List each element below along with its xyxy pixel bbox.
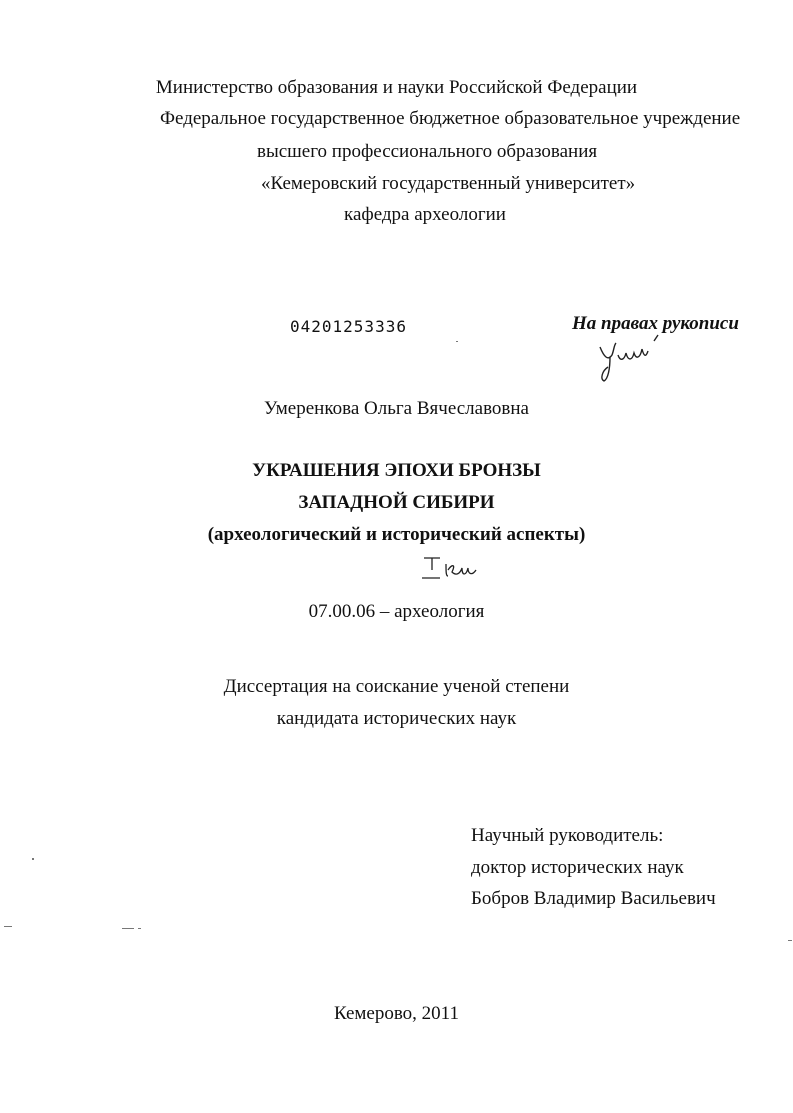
title-subtitle: (археологический и исторический аспекты) <box>207 524 586 545</box>
scan-artifact <box>788 940 792 941</box>
library-mark-handwriting <box>422 554 482 584</box>
supervisor-name: Бобров Владимир Васильевич <box>471 888 716 909</box>
university-line: «Кемеровский государственный университет» <box>261 173 636 194</box>
supervisor-label: Научный руководитель: <box>471 825 664 846</box>
scan-artifact <box>456 341 458 342</box>
scan-artifact <box>32 858 34 860</box>
degree-line-1: Диссертация на соискание ученой степени <box>223 676 570 697</box>
ministry-line: Министерство образования и науки Российской Федерации <box>155 77 638 98</box>
scan-artifact <box>4 926 12 927</box>
education-level-line: высшего профессионального образования <box>257 141 598 162</box>
manuscript-rights-label: На правах рукописи <box>572 313 739 334</box>
scan-artifact <box>138 928 141 929</box>
specialty-line: 07.00.06 – археология <box>308 601 485 622</box>
department-line: кафедра археологии <box>344 204 506 225</box>
city-year: Кемерово, 2011 <box>334 1003 459 1024</box>
author-name: Умеренкова Ольга Вячеславовна <box>264 398 529 419</box>
degree-line-2: кандидата исторических наук <box>276 708 517 729</box>
title-line-1: УКРАШЕНИЯ ЭПОХИ БРОНЗЫ <box>252 460 541 481</box>
institution-line: Федеральное государственное бюджетное образовательное учреждение <box>160 108 741 129</box>
supervisor-rank: доктор исторических наук <box>471 857 684 878</box>
catalog-number: 04201253336 <box>290 317 407 336</box>
title-line-2: ЗАПАДНОЙ СИБИРИ <box>298 492 495 513</box>
scan-artifact <box>122 928 134 929</box>
author-signature <box>596 335 676 390</box>
